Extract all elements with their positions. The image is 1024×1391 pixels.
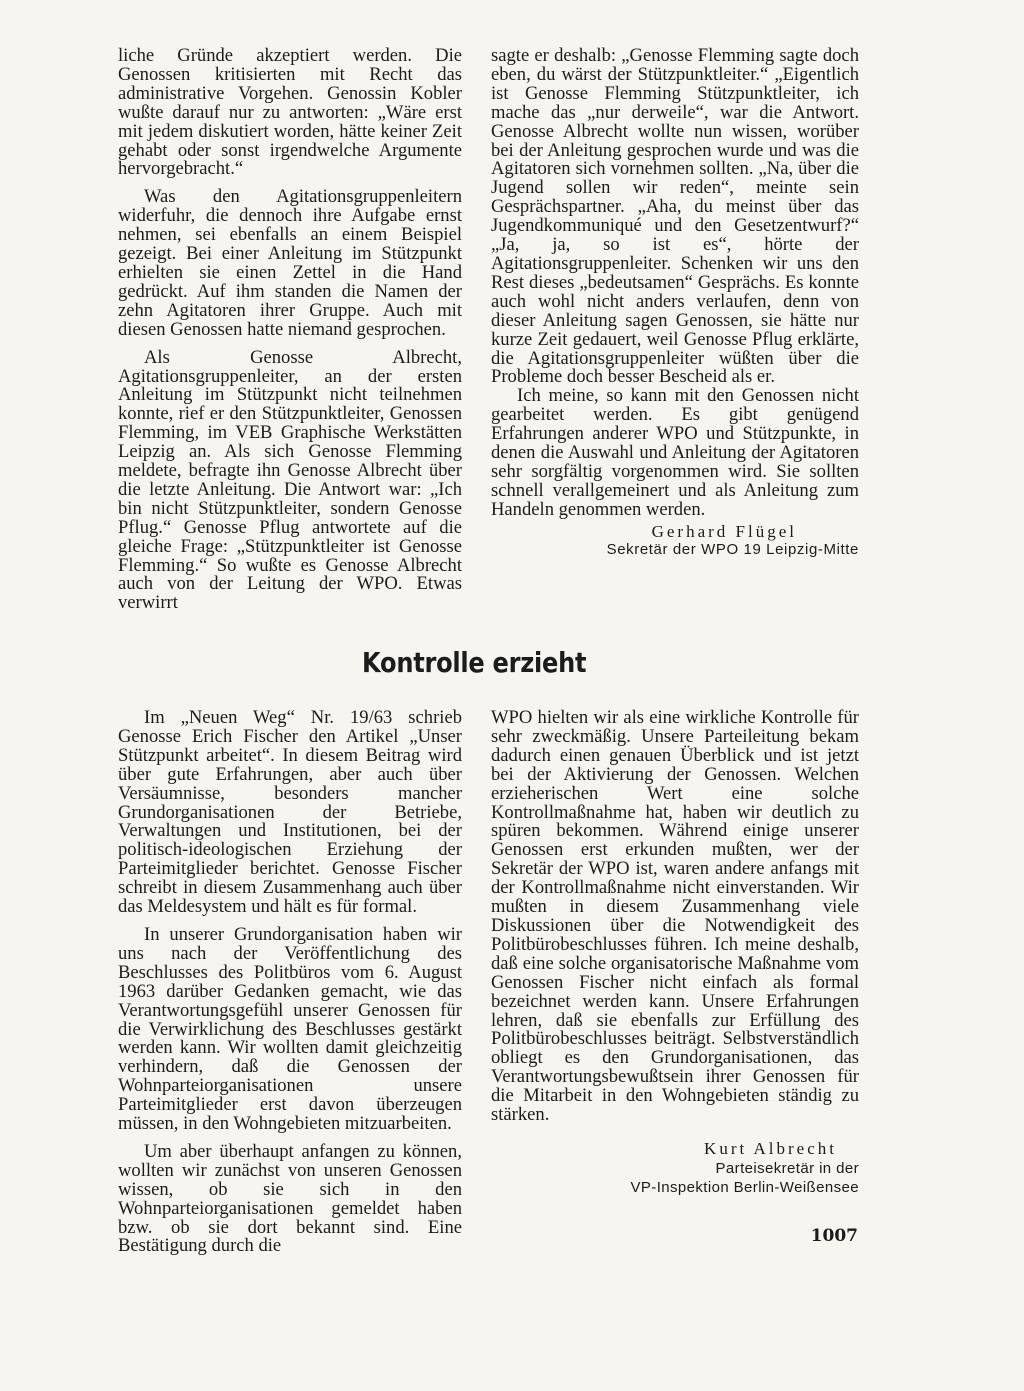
paragraph: Im „Neuen Weg“ Nr. 19/63 schrieb Genosse Erich Fischer den Artikel „Unser Stützpunkt arbeitet“. In diesem Beitrag wird über gute Erfahrungen, aber auch über Versäumnisse, besonders mancher Grundorganisationen der Betriebe, Verwaltungen und Institutionen, bei der politisch-ideologischen Erziehung der Parteimitglieder berichtet. Genosse Fischer schreibt in diesem Zusammenhang auch über das Meldesystem und hält es für formal.	[118, 707, 462, 918]
article-headline: Kontrolle erzieht	[362, 646, 587, 679]
author-name: Kurt Albrecht	[704, 1138, 837, 1158]
paragraph: Um aber überhaupt anfangen zu können, wollten wir zunächst von unseren Genossen wissen, ob sie sich in den Wohnparteiorganisationen gemeldet haben bzw. ob sie dort bekannt sind. Eine Bestätigung durch die	[118, 1140, 462, 1257]
article1-right-column	[491, 47, 859, 559]
article2-right-column	[491, 709, 859, 1197]
paragraph: WPO hielten wir als eine wirkliche Kontrolle für sehr zweckmäßig. Unsere Parteileitung bekam dadurch einen genauen Überblick und ist jetzt bei der Aktivierung der Genossen. Welchen erzieherischen Wert eine solche Kontrollmaßnahme hat, haben wir deutlich zu spüren bekommen. Während einige unserer Genossen erst erkunden mußten, wer der Sekretär der WPO ist, waren andere anfangs mit der Kontrollmaßnahme nicht einverstanden. Wir mußten in diesem Zusammenhang viele Diskussionen über die Notwendigkeit des Politbürobeschlusses führen. Ich meine deshalb, daß eine solche organisatorische Maßnahme vom Genossen Fischer nicht einfach als formal bezeichnet werden kann. Unsere Erfahrungen lehren, daß sie ebenfalls zur Erfüllung des Politbürobeschlusses beiträgt. Selbstverständlich obliegt es den Grundorganisationen, das Verantwortungsbewußtsein ihrer Genossen für die Mitarbeit in den Wohngebieten ständig zu stärken.	[491, 707, 859, 1126]
paragraph: Ich meine, so kann mit den Genossen nicht gearbeitet werden. Es gibt genügend Erfahrungen anderer WPO und Stützpunkte, in denen die Auswahl und Anleitung der Agitatoren sehr sorgfältig vorgenommen wird. Sie sollten schnell verallgemeinert und als Anleitung zum Handeln genommen werden.	[491, 385, 859, 520]
paragraph: sagte er deshalb: „Genosse Flemming sagte doch eben, du wärst der Stützpunktleiter.“ „Eigentlich ist Genosse Flemming Stützpunktleiter, ich mache das „nur derweile“, war die Antwort. Genosse Albrecht wollte nun wissen, worüber bei der Anleitung gesprochen wurde und was die Agitatoren sich vornehmen sollten. „Na, über die Jugend sollen wir reden“, meinte sein Gesprächspartner. „Aha, du meinst über das Jugendkommuniqué und den Gesetzentwurf?“ „Ja, ja, so ist es“, hörte der Agitationsgruppenleiter. Schenken wir uns den Rest dieses „bedeutsamen“ Gesprächs. Es konnte auch wohl nicht anders verlaufen, denn von dieser Anleitung sagen Genossen, sie hätte nur kurze Zeit gedauert, weil Genosse Pflug erklärte, die Agitationsgruppenleiter wüßten über die Probleme doch besser Bescheid als er.	[491, 45, 859, 388]
paragraph: Was den Agitationsgruppenleitern widerfuhr, die dennoch ihre Aufgabe ernst nehmen, sei ebenfalls an einem Beispiel gezeigt. Bei einer Anleitung im Stützpunkt erhielten sie einen Zettel in die Hand gedrückt. Auf ihm standen die Namen der zehn Agitatoren ihrer Gruppe. Auch mit diesen Genossen hatte niemand gesprochen.	[118, 186, 462, 340]
article2-left-column	[118, 709, 462, 1256]
paragraph: Als Genosse Albrecht, Agitationsgruppenleiter, an der ersten Anleitung im Stützpunkt nicht teilnehmen konnte, rief er den Stützpunktleiter, Genossen Flemming, im VEB Graphische Werkstätten Leipzig an. Als sich Genosse Flemming meldete, befragte ihn Genosse Albrecht über die letzte Anleitung. Die Antwort war: „Ich bin nicht Stützpunktleiter, sondern Genosse Pflug.“ Genosse Pflug antwortete auf die gleiche Frage: „Stützpunktleiter ist Genosse Flemming.“ So wußte es Genosse Albrecht auch von der Leitung der WPO. Etwas verwirrt	[118, 346, 462, 614]
article1-left-column	[118, 47, 462, 613]
page-number: 1007	[810, 1226, 858, 1246]
paragraph: liche Gründe akzeptiert werden. Die Genossen kritisierten mit Recht das administrative Vorgehen. Genossin Kobler wußte darauf nur zu antworten: „Wäre erst mit jedem diskutiert worden, hätte keiner Zeit gehabt oder sonst irgendwelche Argumente hervorgebracht.“	[118, 45, 462, 180]
author-name: Gerhard Flügel	[651, 521, 797, 541]
paragraph: In unserer Grundorganisation haben wir uns nach der Veröffentlichung des Beschlusses des Politbüros vom 6. August 1963 darüber Gedanken gemacht, wie das Verantwortungsgefühl unserer Genossen für die Verwirklichung des Beschlusses gestärkt werden kann. Wir wollten damit gleichzeitig verhindern, daß die Genossen der Wohnparteiorganisationen unsere Parteimitglieder erst davon überzeugen müssen, in den Wohngebieten mitzuarbeiten.	[118, 923, 462, 1135]
author-role-line1: Parteisekretär in der	[715, 1159, 859, 1177]
author-role: Sekretär der WPO 19 Leipzig-Mitte	[606, 540, 859, 558]
author-role-line2: VP-Inspektion Berlin-Weißensee	[630, 1178, 859, 1196]
